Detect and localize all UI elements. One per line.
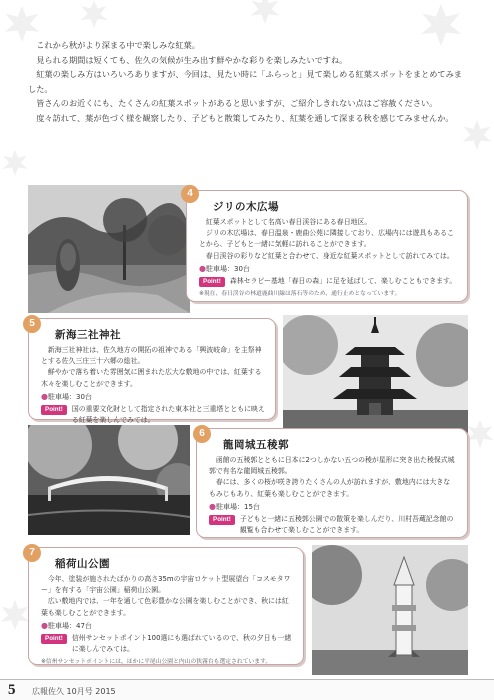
parking-count: 30台 <box>233 264 250 273</box>
parking-info <box>41 391 265 403</box>
spot-note: ※現在、春日渓谷の林道鹿曲川線は落石等のため、通行止めとなっています。 <box>199 290 401 297</box>
parking-label: 駐車場： <box>47 621 76 630</box>
jiri-park-photo <box>28 185 190 313</box>
intro-paragraph: 紅葉の楽しみ方はいろいろありますが、今回は、見たい時に「ふらっと」見て楽しめる紅葉スポットをまとめてみました。 <box>28 69 462 94</box>
leaf-decoration <box>466 420 494 448</box>
spot-paragraph: 春日渓谷の彩りなど紅葉と合わせて、身近な紅葉スポットとして訪れてみては。 <box>205 251 454 260</box>
point-text: 森林セラピー基地「春日の森」に足を延ばして、楽しむこともできます。 <box>229 276 457 285</box>
spot-description <box>209 455 457 500</box>
leaf-decoration <box>0 600 30 630</box>
spot-paragraph: 新海三社神社は、佐久地方の開拓の祖神である「興波岐命」を主祭神とする佐久三庄三十六郷の総社。 <box>41 346 262 366</box>
bullet-icon: ● <box>199 263 206 273</box>
bullet-icon: ● <box>41 620 48 630</box>
intro-paragraph: 度々訪れて、葉が色づく様を観察したり、子どもと散策してみたり、紅葉を通して深まる秋を感じてみませんか。 <box>36 112 454 123</box>
parking-info <box>41 620 293 632</box>
spot-description <box>199 217 457 262</box>
parking-count: 15台 <box>243 502 260 511</box>
spot-card-shinkai <box>28 318 276 424</box>
point-row <box>41 633 293 655</box>
spot-paragraph: 函館の五稜郭とともに日本に2つしかない五つの稜が星形に突き出た稜保式城郭で有名な龍岡城五稜郭。 <box>209 456 455 476</box>
goryokaku-photo <box>28 425 190 535</box>
parking-info <box>209 501 457 513</box>
point-badge: Point! <box>199 277 225 287</box>
spot-number-badge: 4 <box>181 185 199 203</box>
spot-title: 稲荷山公園 <box>55 558 110 570</box>
point-text: 信州サンセットポイント100選にも選ばれているので、秋の夕日も一緒に楽しんでみては。 <box>71 633 292 653</box>
parking-count: 30台 <box>75 392 92 401</box>
spot-number-badge: 5 <box>23 315 41 333</box>
point-row <box>41 404 265 426</box>
spot-number-badge: 6 <box>193 425 211 443</box>
bullet-icon: ● <box>209 501 216 511</box>
spot-paragraph: 今年、塗装が施されたばかりの高さ35mの宇宙ロケット型展望台「コスモタワー」を有する「宇宙公園」稲荷山公園。 <box>41 575 291 595</box>
point-text: 国の重要文化財として指定された東本社と三重塔とともに映える紅葉を楽しんでみては。 <box>71 404 265 424</box>
spot-card-jiri <box>186 190 468 302</box>
spot-number-badge: 7 <box>23 544 41 562</box>
point-badge: Point! <box>209 515 235 525</box>
page-footer <box>0 679 494 700</box>
parking-label: 駐車場： <box>47 392 76 401</box>
intro-paragraph: 見られる期間は短くても、佐久の気候が生み出す鮮やかな彩りを楽しみたいですね。 <box>36 54 348 65</box>
intro-paragraph: これから秋がより深まる中で楽しみな紅葉。 <box>36 40 200 50</box>
point-badge: Point! <box>41 634 67 644</box>
shinkai-pagoda-photo <box>283 315 468 437</box>
point-text: 子どもと一緒に五稜郭公園での散策を楽しんだり、川村吾蔵記念館の観覧も合わせて楽しむことができます。 <box>239 514 454 534</box>
spot-paragraph: ジリの木広場は、春日温泉・鹿曲公苑に隣接しており、広場内には遊具もあることから、子どもと一緒に気軽に訪れることができます。 <box>199 229 454 249</box>
spot-title: 新海三社神社 <box>55 329 121 341</box>
page-number: 5 <box>8 682 16 698</box>
leaf-decoration <box>250 0 280 24</box>
parking-label: 駐車場： <box>205 264 234 273</box>
spot-title: ジリの木広場 <box>213 201 279 213</box>
parking-count: 47台 <box>75 621 92 630</box>
spot-title: 龍岡城五稜郭 <box>223 439 289 451</box>
leaf-decoration <box>2 150 28 176</box>
spot-paragraph: 広い敷地内では、一年を通して色彩豊かな公園を楽しむことができ、秋には紅葉も楽しむことができます。 <box>41 597 289 617</box>
intro-paragraph: 皆さんのお近くにも、たくさんの紅葉スポットがあると思いますが、ご紹介しきれない点はご容赦ください。 <box>36 98 438 109</box>
point-row <box>209 514 457 536</box>
cosmo-tower-photo <box>312 545 468 675</box>
parking-info <box>199 263 457 275</box>
spot-note: ※信州サンセットポイントには、ほかに平尾山公園と内山の狭霧台も選定されています。 <box>41 658 272 665</box>
bullet-icon: ● <box>41 391 48 401</box>
spot-card-tatsuoka <box>196 428 468 538</box>
publication-name: 広報佐久 10月号 2015 <box>32 687 116 696</box>
leaf-decoration <box>80 0 108 28</box>
point-badge: Point! <box>41 405 67 415</box>
parking-label: 駐車場： <box>215 502 244 511</box>
spot-paragraph: 春には、多くの桜が咲き誇りたくさんの人が訪れますが、敷地内には大きなもみじもあり、紅葉も楽しむことができます。 <box>209 478 451 498</box>
spot-card-inariyama <box>28 547 304 665</box>
spot-description <box>41 574 293 619</box>
intro-text <box>28 38 468 126</box>
leaf-decoration <box>4 6 40 42</box>
spot-paragraph: 鮮やかで落ち着いた雰囲気に囲まれた広大な敷地の中では、紅葉する木々を楽しむことができます。 <box>41 368 262 388</box>
spot-paragraph: 紅葉スポットとして名高い春日渓谷にある春日地区。 <box>205 218 372 226</box>
spot-description <box>41 345 265 390</box>
point-row <box>199 276 457 287</box>
